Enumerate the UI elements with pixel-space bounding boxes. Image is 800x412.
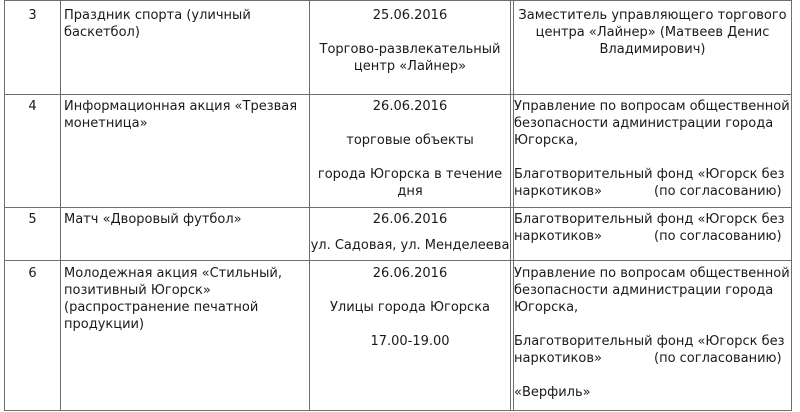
- event-date-place: [310, 265, 510, 350]
- event-place: ул. Садовая, ул. Менделеева: [310, 238, 510, 253]
- event-place: Улицы города Югорска: [329, 300, 491, 315]
- responsible: Управление по вопросам общественной безопасности администрации города Югорска, Благотворительный фонд «Югорск без наркотиков» (по согласованию): [514, 99, 790, 199]
- event-date-place: 25.06.2016 Торгово-развлекательный центр «Лайнер»: [310, 7, 510, 75]
- event-date-place: 26.06.2016 торговые объекты города Югорска в течение дня: [310, 98, 510, 200]
- responsible: Благотворительный фонд «Югорск без наркотиков» (по согласованию): [514, 212, 785, 244]
- row-divider: [4, 260, 792, 261]
- event-place: Торгово-развлекательный: [319, 42, 501, 57]
- event-name: Матч «Дворовый футбол»: [64, 212, 242, 227]
- event-name: Информационная акция «Трезвая монетница»: [64, 99, 298, 131]
- row-divider: [4, 207, 792, 208]
- event-date: 26.06.2016: [372, 212, 448, 227]
- row-number: 6: [28, 266, 37, 281]
- event-place: торговые объекты: [346, 133, 474, 148]
- column-divider: [60, 0, 61, 411]
- event-date-place: [310, 211, 510, 254]
- event-name: Молодежная акция «Стильный, позитивный Югорск» (распространение печатной продукции): [64, 266, 282, 332]
- responsible: Заместитель управляющего торгового центра «Лайнер» (Матвеев Денис Владимирович): [518, 8, 787, 57]
- table-border-bottom: [4, 410, 792, 411]
- row-number: 5: [28, 212, 37, 227]
- column-divider: [4, 0, 5, 411]
- row-divider: [4, 94, 792, 95]
- row-number: 3: [28, 8, 37, 23]
- event-date: 26.06.2016: [372, 99, 448, 114]
- event-name: Праздник спорта (уличный баскетбол): [64, 8, 251, 40]
- event-time: 17.00-19.00: [370, 334, 450, 349]
- column-divider: [510, 0, 511, 411]
- event-date: 26.06.2016: [372, 266, 448, 281]
- responsible: Управление по вопросам общественной безопасности администрации города Югорска, Благотворительный фонд «Югорск без наркотиков» (по согласованию) «Верфиль»: [514, 266, 790, 400]
- table-border-right: [791, 0, 792, 411]
- event-date: 25.06.2016: [372, 8, 448, 23]
- table-border-top: [4, 0, 792, 1]
- row-number: 4: [28, 99, 37, 114]
